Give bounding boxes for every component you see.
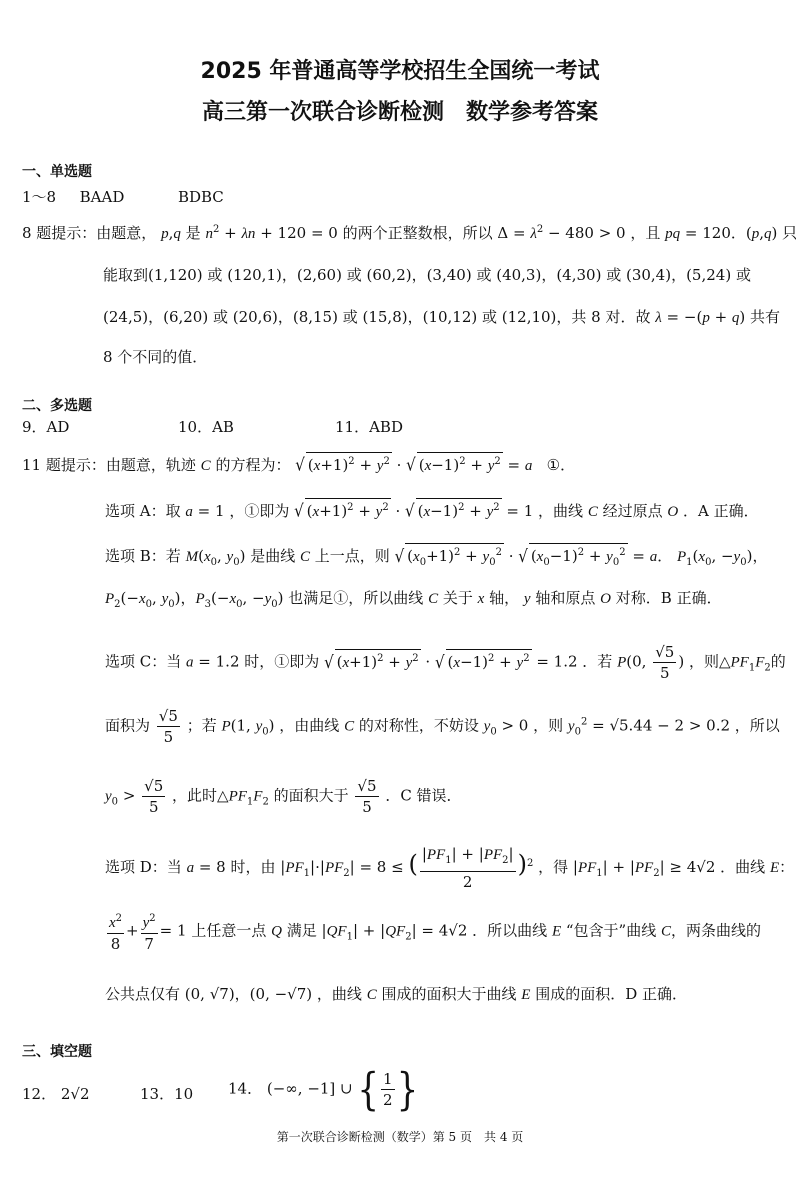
q11-hint: 11 题提示：由题意，轨迹 C 的方程为： √ $(x+1)^2 + y^2$ · √ $(x-1)^2 + y^2 = a$ ①． bbox=[22, 452, 575, 475]
option-c-line2: 面积为 $\frac{√5}{5}$ ；若 P(1, $y_0$) ，由曲线 C 的对称性，不妨设 $y_0 > 0$ ，则 $y_0^2 = √5.44 - 2 > 0.2$ ，所以 bbox=[105, 707, 780, 746]
answer-title-part1: 高三第一次联合诊断检测 bbox=[201, 100, 444, 125]
option-c-line1: 选项 C：当 a = 1.2 时，①即为 √ $(x+1)^2 + y^2$ · √ $(x-1)^2 + y^2 = 1.2$ ．若 P(0, $\frac{√5}{5}$ ) ，则$\triangle PF_1F_2$的 bbox=[105, 643, 786, 682]
single-range: 1～8 bbox=[22, 188, 57, 206]
q8-hint-line2: 能取到(1,120) 或 (120,1)，(2,60) 或 (60,2)，(3,40) 或 (40,3)，(4,30) 或 (30,4)，(5,24) 或 bbox=[103, 266, 751, 284]
section2-heading: 二、多选题 bbox=[22, 398, 92, 414]
single-answers-a: BAAD bbox=[79, 188, 125, 206]
answer-10: 10．AB bbox=[178, 418, 234, 436]
answer-title-part2: 数学参考答案 bbox=[466, 100, 599, 125]
option-c-line3: $y_0$ > $\frac{√5}{5}$ ，此时$\triangle PF_1F_2$ 的面积大于 $\frac{√5}{5}$ ．C 错误． bbox=[105, 777, 462, 816]
option-d-line3: 公共点仅有 (0, √7)，(0, −√7) ，曲线 C 围成的面积大于曲线 E 围成的面积．D 正确． bbox=[105, 985, 688, 1003]
option-b-line2: $P_2(-x_0$, $y_0$)，$P_3(-x_0$, $-y_0$) 也满足①，所以曲线 C 关于 x 轴， y 轴和原点 O 对称．B 正确． bbox=[105, 589, 722, 610]
answer-title bbox=[0, 95, 800, 126]
q8-hint-line4: 8 个不同的值． bbox=[103, 348, 208, 366]
option-d-line1: 选项 D：当 a = 8 时，由 $|PF_1|\cdot|PF_2| = 8$ ≤ ( $\frac{|PF_1| + |PF_2|}{2}$ )$^2$ ，得 $|PF_1| + |PF_2| \ge 4√2$ ．曲线 E： bbox=[105, 845, 795, 891]
single-answers-b: BDBC bbox=[177, 188, 224, 206]
exam-title: 2025 年普通高等学校招生全国统一考试 bbox=[200, 59, 600, 84]
answer-9: 9．AD bbox=[22, 418, 70, 436]
option-a-line: 选项 A：取 a = 1 ，①即为 √ $(x+1)^2 + y^2$ · √ $(x-1)^2 + y^2 = 1$ ，曲线 C 经过原点 O ．A 正确． bbox=[105, 498, 759, 521]
section1-heading: 一、单选题 bbox=[22, 164, 92, 180]
answer-14: 14． (−∞, −1] ∪ { $\frac{1}{2}$ } bbox=[228, 1063, 419, 1116]
answer-13: 13．10 bbox=[140, 1085, 194, 1103]
q8-hint-line1: 8 题提示：由题意， p,q 是 $n^2 + \lambda n + 120 = 0$ 的两个正整数根，所以 $\Delta = \lambda^2 - 480 > 0$ ，且 pq = 120．(p,q) 只 bbox=[22, 224, 798, 242]
single-choice-answers bbox=[22, 186, 224, 207]
answer-12: 12． 2√2 bbox=[22, 1085, 90, 1103]
option-b-line1: 选项 B：若 $M(x_0$, $y_0$) 是曲线 C 上一点，则 √ $(x_0+1)^2 + y_0^2$ · √ $(x_0-1)^2 + y_0^2 = a$． $P_1(x_0$, $-y_0$)， bbox=[105, 543, 767, 572]
answer-11: 11．ABD bbox=[335, 418, 403, 436]
q8-hint-line3: (24,5)，(6,20) 或 (20,6)，(8,15) 或 (15,8)，(10,12) 或 (12,10)，共 8 对．故 λ = −(p + q) 共有 bbox=[103, 308, 781, 326]
page-footer: 第一次联合诊断检测（数学）第 5 页 共 4 页 bbox=[276, 1130, 524, 1144]
section3-heading: 三、填空题 bbox=[22, 1044, 92, 1060]
option-d-line2: $\frac{x^2}{8}$ + $\frac{y^2}{7}$ = 1 上任意一点 Q 满足 $|QF_1| + |QF_2| = 4√2$ ．所以曲线 E “包含于”曲线 C，两条曲线的 bbox=[105, 910, 761, 953]
